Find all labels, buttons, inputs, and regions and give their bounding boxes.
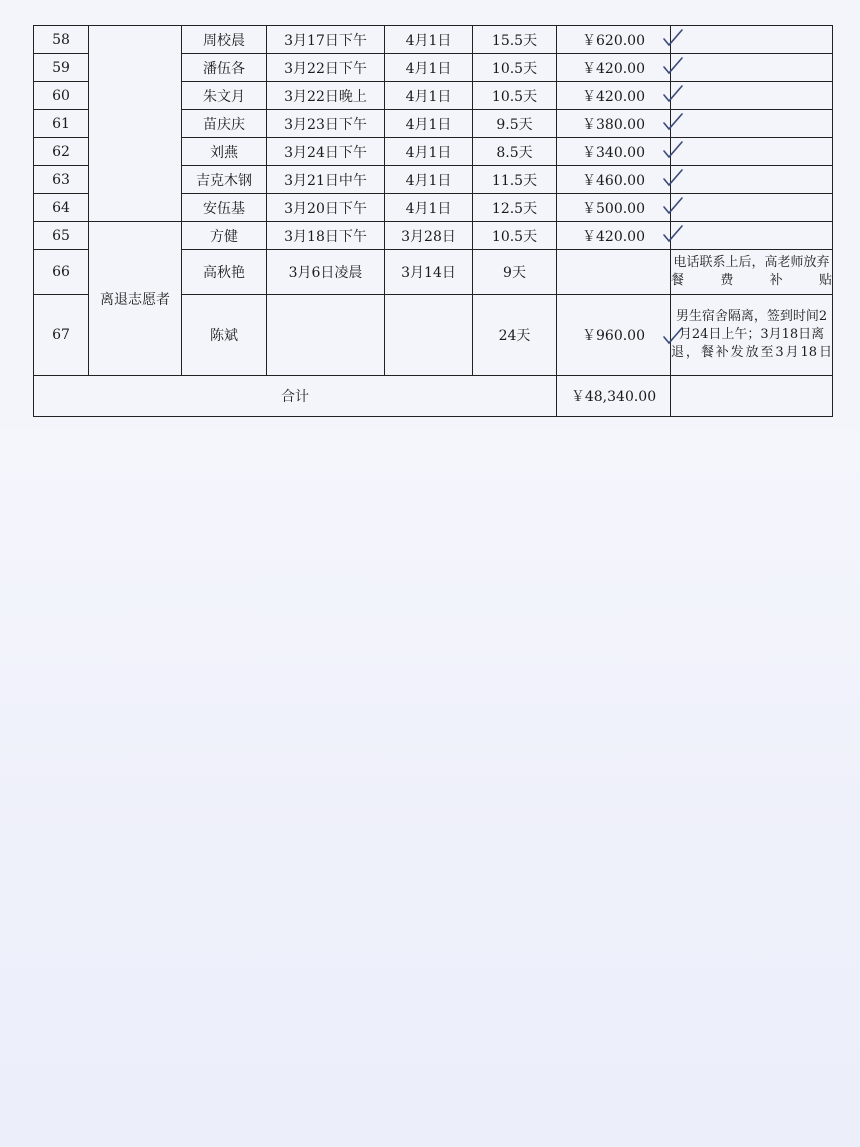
person-name: 方健	[182, 222, 267, 250]
start-time: 3月20日下午	[267, 194, 385, 222]
days: 24天	[473, 295, 557, 376]
paper-background	[0, 430, 860, 1147]
remark	[671, 166, 833, 194]
amount-cell	[557, 26, 671, 54]
start-time: 3月22日下午	[267, 54, 385, 82]
remark	[671, 222, 833, 250]
table-row	[34, 222, 833, 250]
days: 10.5天	[473, 54, 557, 82]
person-name: 刘燕	[182, 138, 267, 166]
amount-cell	[557, 110, 671, 138]
end-date: 4月1日	[385, 26, 473, 54]
person-name: 安伍基	[182, 194, 267, 222]
meal-subsidy-table	[33, 25, 833, 417]
amount-cell	[557, 54, 671, 82]
person-name: 潘伍各	[182, 54, 267, 82]
days: 9.5天	[473, 110, 557, 138]
end-date: 3月14日	[385, 250, 473, 295]
days: 9天	[473, 250, 557, 295]
amount: ￥420.00	[582, 60, 645, 77]
days: 12.5天	[473, 194, 557, 222]
total-remark	[671, 376, 833, 417]
start-time: 3月23日下午	[267, 110, 385, 138]
days: 10.5天	[473, 82, 557, 110]
amount-cell	[557, 194, 671, 222]
end-date: 4月1日	[385, 138, 473, 166]
end-date: 4月1日	[385, 54, 473, 82]
total-amount: ￥48,340.00	[557, 376, 671, 417]
amount: ￥500.00	[582, 200, 645, 217]
row-number: 62	[34, 138, 89, 166]
end-date: 3月28日	[385, 222, 473, 250]
amount-cell	[557, 222, 671, 250]
amount	[557, 250, 671, 295]
amount: ￥620.00	[582, 32, 645, 49]
person-name: 高秋艳	[182, 250, 267, 295]
row-number: 58	[34, 26, 89, 54]
end-date	[385, 295, 473, 376]
amount-cell	[557, 166, 671, 194]
person-name: 吉克木钢	[182, 166, 267, 194]
amount: ￥340.00	[582, 144, 645, 161]
person-name: 陈斌	[182, 295, 267, 376]
start-time: 3月6日凌晨	[267, 250, 385, 295]
days: 10.5天	[473, 222, 557, 250]
remark	[671, 138, 833, 166]
remark	[671, 82, 833, 110]
group-label: 离退志愿者	[89, 222, 182, 376]
end-date: 4月1日	[385, 194, 473, 222]
amount-cell	[557, 295, 671, 376]
person-name: 周校晨	[182, 26, 267, 54]
start-time	[267, 295, 385, 376]
amount: ￥420.00	[582, 88, 645, 105]
remark: 男生宿舍隔离，签到时间2月24日上午；3月18日离退，餐补发放至3月18日	[671, 295, 833, 376]
row-number: 66	[34, 250, 89, 295]
row-number: 63	[34, 166, 89, 194]
row-number: 67	[34, 295, 89, 376]
row-number: 61	[34, 110, 89, 138]
end-date: 4月1日	[385, 110, 473, 138]
row-number: 65	[34, 222, 89, 250]
remark	[671, 26, 833, 54]
total-row	[34, 376, 833, 417]
days: 15.5天	[473, 26, 557, 54]
days: 11.5天	[473, 166, 557, 194]
person-name: 朱文月	[182, 82, 267, 110]
person-name: 苗庆庆	[182, 110, 267, 138]
remark	[671, 194, 833, 222]
row-number: 64	[34, 194, 89, 222]
group-cell-blank	[89, 26, 182, 222]
start-time: 3月21日中午	[267, 166, 385, 194]
start-time: 3月22日晚上	[267, 82, 385, 110]
total-label: 合计	[34, 376, 557, 417]
row-number: 59	[34, 54, 89, 82]
amount: ￥420.00	[582, 228, 645, 245]
start-time: 3月18日下午	[267, 222, 385, 250]
remark: 电话联系上后，高老师放弃餐费补贴	[671, 250, 833, 295]
remark	[671, 54, 833, 82]
amount-cell	[557, 82, 671, 110]
amount-cell	[557, 138, 671, 166]
start-time: 3月24日下午	[267, 138, 385, 166]
amount: ￥380.00	[582, 116, 645, 133]
days: 8.5天	[473, 138, 557, 166]
remark	[671, 110, 833, 138]
amount: ￥960.00	[582, 328, 645, 344]
start-time: 3月17日下午	[267, 26, 385, 54]
end-date: 4月1日	[385, 82, 473, 110]
row-number: 60	[34, 82, 89, 110]
end-date: 4月1日	[385, 166, 473, 194]
amount: ￥460.00	[582, 172, 645, 189]
table-row	[34, 26, 833, 54]
